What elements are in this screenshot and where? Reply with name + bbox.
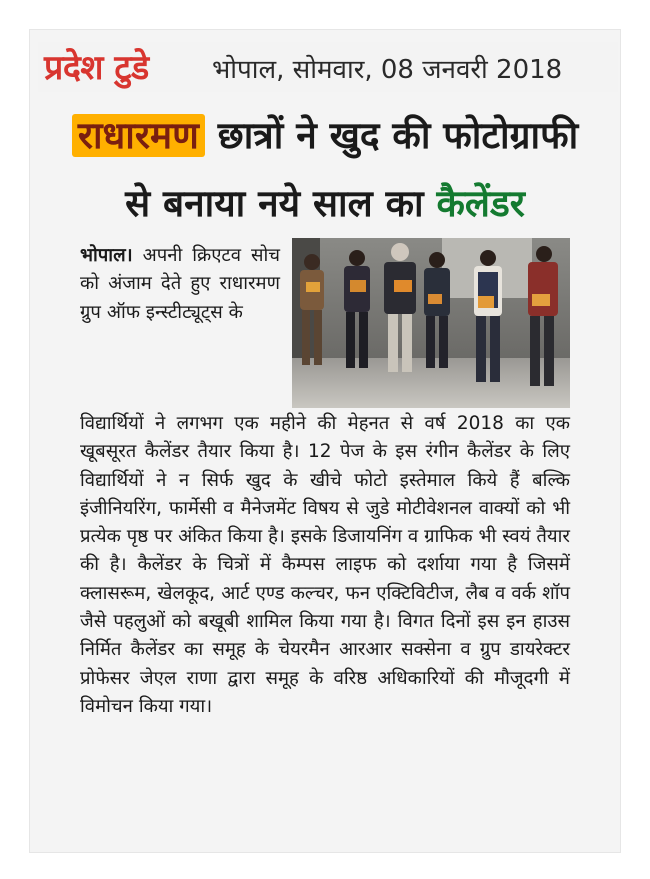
headline-highlight-calendar: कैलेंडर bbox=[436, 182, 525, 225]
article-intro-text: अपनी क्रिएटव सोच को अंजाम देते हुए राधारमण ग्रुप ऑफ इन्स्टीट्यूट्स के bbox=[80, 245, 280, 323]
article-body: विद्यार्थियों ने लगभग एक महीने की मेहनत से वर्ष 2018 का एक खूबसूरत कैलेंडर तैयार किया है। 12 पेज के इस रंगीन कैलेंडर के लिए विद्यार्थियों ने न सिर्फ खुद के खीचे फोटो इस्तेमाल किये हैं बल्कि इंजीनियरिंग, फार्मेसी व मैनेजमेंट विषय से जुडे मोटीवेशनल वाक्यों को भी प्रत्येक पृष्ठ पर अंकित किया है। इसके डिजायनिंग व ग्राफिक भी स्वयं तैयार की है। कैलेंडर के चित्रों में कैम्पस लाइफ को दर्शाया गया है जिसमें क्लासरूम, खेलकूद, आर्ट एण्ड कल्चर, फन एक्टिविटीज, लैब व वर्क शॉप जैसे पहलुओं को बखूबी शामिल किया गया है। विगत दिनों इस इन हाउस निर्मित कैलेंडर का समूह के चेयरमैन आरआर सक्सेना व ग्रुप डायरेक्टर प्रोफेसर जेएल राणा द्वारा समूह के वरिष्ठ अधिकारियों की मौजूदगी में विमोचन किया गया। bbox=[80, 413, 570, 717]
calendar-launch-photo bbox=[292, 238, 570, 408]
headline-line-1 bbox=[0, 110, 650, 162]
news-photo bbox=[292, 238, 570, 408]
headline-line-2-text: से बनाया नये साल का bbox=[125, 182, 424, 225]
article-dateline: भोपाल। bbox=[80, 245, 133, 266]
article-intro bbox=[80, 242, 280, 327]
edition-dateline: भोपाल, सोमवार, 08 जनवरी 2018 bbox=[212, 55, 563, 85]
headline-line-1-text: छात्रों ने खुद की फोटोग्राफी bbox=[217, 114, 579, 157]
headline-line-2 bbox=[0, 178, 650, 230]
newspaper-name: प्रदेश टुडे bbox=[44, 48, 149, 88]
headline-highlight-name: राधारमण bbox=[72, 114, 205, 157]
